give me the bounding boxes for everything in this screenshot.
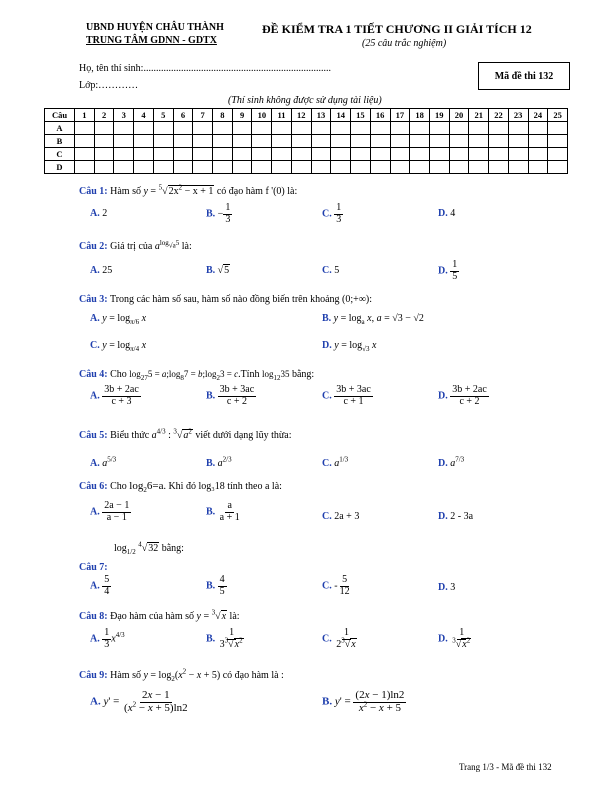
- answer-grid: [44, 108, 568, 174]
- answer-cell[interactable]: [528, 122, 548, 135]
- answer-cell[interactable]: [213, 135, 233, 148]
- q7-option-b[interactable]: B. $\frac{4}{5}$: [206, 574, 225, 597]
- answer-cell[interactable]: [252, 148, 272, 161]
- q9-option-a[interactable]: A. y' = $\frac{2x - 1}{(x^2 - x + 5)\ln 2}$: [90, 689, 188, 714]
- answer-cell[interactable]: [153, 135, 173, 148]
- answer-grid-column-header: 12: [291, 109, 311, 122]
- q5-option-c[interactable]: C. $a^{1/3}$: [322, 455, 349, 469]
- answer-cell[interactable]: [272, 148, 292, 161]
- q3-option-a[interactable]: A. $y = \log_{\pi/6} x$: [90, 313, 147, 326]
- q2-option-c[interactable]: C. 5: [322, 265, 340, 276]
- answer-cell[interactable]: [134, 135, 154, 148]
- answer-cell[interactable]: [311, 161, 331, 174]
- q4-option-c[interactable]: C. $\frac{3b + 3ac}{c + 1}$: [322, 384, 371, 407]
- org-line-2: TRUNG TÂM GDNN - GDTX: [86, 35, 217, 46]
- q1-option-c[interactable]: C. $\frac{1}{3}$: [322, 202, 342, 225]
- answer-cell[interactable]: [331, 135, 351, 148]
- answer-grid-row: [45, 148, 568, 161]
- answer-cell[interactable]: [528, 161, 548, 174]
- answer-cell[interactable]: [449, 135, 469, 148]
- answer-cell[interactable]: [548, 148, 568, 161]
- answer-cell[interactable]: [153, 161, 173, 174]
- q3-option-d[interactable]: D. $y = \log_{√3} x$: [322, 340, 377, 353]
- q3-option-c[interactable]: C. $y = \log_{\pi/4} x$: [90, 340, 147, 353]
- answer-grid-column-header: 7: [193, 109, 213, 122]
- answer-cell[interactable]: [272, 135, 292, 148]
- answer-cell[interactable]: [469, 135, 489, 148]
- answer-cell[interactable]: [508, 161, 528, 174]
- answer-cell[interactable]: [390, 161, 410, 174]
- answer-cell[interactable]: [94, 135, 114, 148]
- q8-option-a[interactable]: A. $\frac{1}{3}$ $x^{4/3}$: [90, 627, 125, 650]
- q6-option-b[interactable]: B. $\frac{a}{a + 1}$: [206, 500, 240, 523]
- answer-cell[interactable]: [232, 148, 252, 161]
- answer-cell[interactable]: [94, 161, 114, 174]
- answer-grid-column-header: 13: [311, 109, 331, 122]
- answer-cell[interactable]: [489, 122, 509, 135]
- answer-cell[interactable]: [311, 148, 331, 161]
- answer-grid-column-header: 2: [94, 109, 114, 122]
- answer-grid-column-header: 17: [390, 109, 410, 122]
- q8-option-b[interactable]: B. $\frac{1}{3^3√x^2}$: [206, 627, 243, 650]
- answer-cell[interactable]: [232, 161, 252, 174]
- student-name-label: Họ, tên thí sinh:...........................................................................: [79, 63, 331, 74]
- question-2: Câu 2: Giá trị của $a^{log_{√a}5}$ là:: [79, 238, 192, 252]
- answer-grid-column-header: 23: [508, 109, 528, 122]
- q9-option-b[interactable]: B. y' = $\frac{(2x - 1)\ln 2}{x^2 - x + 5}$: [322, 689, 405, 714]
- q6-option-d[interactable]: D. 2 - 3a: [438, 511, 474, 522]
- answer-grid-column-header: 11: [272, 109, 292, 122]
- exam-subtitle: (25 câu trắc nghiệm): [362, 38, 447, 49]
- answer-cell[interactable]: [252, 161, 272, 174]
- answer-grid-row-label: D: [45, 161, 75, 174]
- answer-cell[interactable]: [449, 122, 469, 135]
- answer-cell[interactable]: [134, 148, 154, 161]
- answer-grid-column-header: 15: [351, 109, 371, 122]
- q2-option-a[interactable]: A. 25: [90, 265, 113, 276]
- answer-grid-column-header: 25: [548, 109, 568, 122]
- formula: $a^{log_{√a}5}$: [154, 238, 180, 252]
- answer-cell[interactable]: [193, 161, 213, 174]
- answer-cell[interactable]: [528, 135, 548, 148]
- answer-cell[interactable]: [291, 161, 311, 174]
- q2-option-b[interactable]: B. √5: [206, 265, 230, 276]
- answer-grid-column-header: 22: [489, 109, 509, 122]
- answer-grid-row-label: C: [45, 148, 75, 161]
- answer-grid-column-header: 16: [370, 109, 390, 122]
- answer-cell[interactable]: [173, 122, 193, 135]
- answer-cell[interactable]: [331, 122, 351, 135]
- answer-grid-column-header: 3: [114, 109, 134, 122]
- answer-cell[interactable]: [548, 122, 568, 135]
- notice: (Thí sinh không được sử dụng tài liệu): [228, 95, 382, 106]
- answer-cell[interactable]: [429, 148, 449, 161]
- q4-option-d[interactable]: D. $\frac{3b + 2ac}{c + 2}$: [438, 384, 487, 407]
- answer-cell[interactable]: [114, 148, 134, 161]
- answer-cell[interactable]: [193, 122, 213, 135]
- question-text: Hàm số: [110, 186, 141, 197]
- answer-cell[interactable]: [370, 122, 390, 135]
- answer-grid-column-header: 4: [134, 109, 154, 122]
- answer-cell[interactable]: [75, 148, 95, 161]
- q5-option-d[interactable]: D. $a^{7/3}$: [438, 455, 465, 469]
- page-footer: Trang 1/3 - Mã đề thi 132: [459, 762, 552, 772]
- answer-cell[interactable]: [449, 161, 469, 174]
- answer-cell[interactable]: [489, 161, 509, 174]
- answer-cell[interactable]: [232, 122, 252, 135]
- answer-cell[interactable]: [528, 148, 548, 161]
- q1-option-b[interactable]: B. − $\frac{1}{3}$: [206, 202, 231, 225]
- answer-cell[interactable]: [331, 148, 351, 161]
- answer-cell[interactable]: [153, 148, 173, 161]
- answer-grid-column-header: 5: [153, 109, 173, 122]
- answer-cell[interactable]: [489, 148, 509, 161]
- q8-option-c[interactable]: C. $\frac{1}{2^3√x}$: [322, 627, 356, 650]
- question-7: Câu 7:: [79, 562, 108, 573]
- formula: $y = \log_2(x^2 - x + 5)$: [143, 667, 221, 683]
- answer-grid-column-header: 19: [429, 109, 449, 122]
- answer-cell[interactable]: [351, 135, 371, 148]
- answer-cell[interactable]: [94, 148, 114, 161]
- q8-option-d[interactable]: D. $\frac{1}{^3√x^2}$: [438, 627, 471, 650]
- answer-cell[interactable]: [173, 135, 193, 148]
- answer-cell[interactable]: [193, 135, 213, 148]
- exam-title: ĐỀ KIỂM TRA 1 TIẾT CHƯƠNG II GIẢI TÍCH 12: [262, 22, 532, 36]
- answer-cell[interactable]: [94, 122, 114, 135]
- formula: $y = ^5√2x^2 - x + 1$: [143, 183, 214, 197]
- answer-cell[interactable]: [508, 148, 528, 161]
- answer-cell[interactable]: [429, 161, 449, 174]
- answer-cell[interactable]: [311, 135, 331, 148]
- question-8: Câu 8: Đạo hàm của hàm số y = $^3$√x là:: [79, 608, 240, 622]
- answer-cell[interactable]: [232, 135, 252, 148]
- answer-cell[interactable]: [351, 148, 371, 161]
- answer-cell[interactable]: [351, 161, 371, 174]
- q1-option-d[interactable]: D. 4: [438, 208, 456, 219]
- answer-grid-column-header: 6: [173, 109, 193, 122]
- answer-grid-column-header: 14: [331, 109, 351, 122]
- question-5: Câu 5: Biểu thức $a^{4/3}$ : $^3√a^2$ viết dưới dạng lũy thừa:: [79, 427, 292, 441]
- answer-grid-column-header: 21: [469, 109, 489, 122]
- q5-option-b[interactable]: B. $a^{2/3}$: [206, 455, 232, 469]
- answer-cell[interactable]: [469, 148, 489, 161]
- question-6: Câu 6: Cho $\log_26=a$. Khi đó log₃18 tính theo a là:: [79, 480, 282, 495]
- answer-grid-header-row: [45, 109, 568, 122]
- answer-cell[interactable]: [508, 135, 528, 148]
- exam-code-box: [478, 62, 570, 90]
- answer-cell[interactable]: [390, 122, 410, 135]
- formula: $\log_26=a$: [129, 480, 164, 495]
- q6-option-a[interactable]: A. $\frac{2a - 1}{a - 1}$: [90, 500, 130, 523]
- question-label: Câu 1:: [79, 186, 108, 197]
- answer-cell[interactable]: [134, 122, 154, 135]
- answer-cell[interactable]: [252, 135, 272, 148]
- q2-option-d[interactable]: D. $\frac{1}{5}$: [438, 259, 458, 282]
- q3-option-b[interactable]: B. $y = \log_a x$, a = √3 − √2: [322, 313, 424, 326]
- answer-cell[interactable]: [213, 161, 233, 174]
- question-7-formula: $\log_{1/2} ^4√32$ bằng:: [114, 540, 184, 556]
- answer-cell[interactable]: [193, 148, 213, 161]
- answer-cell[interactable]: [272, 161, 292, 174]
- answer-cell[interactable]: [311, 122, 331, 135]
- answer-cell[interactable]: [548, 135, 568, 148]
- answer-grid-row: [45, 161, 568, 174]
- answer-grid-column-header: 9: [232, 109, 252, 122]
- answer-grid-column-header: 18: [410, 109, 430, 122]
- formula: $\log_{27}5$ = $a;\log_87$ = $b;\log_23 = c$: [129, 369, 239, 382]
- answer-cell[interactable]: [410, 135, 430, 148]
- question-text-end: có đạo hàm f '(0) là:: [216, 186, 298, 197]
- answer-cell[interactable]: [75, 135, 95, 148]
- answer-grid-row: [45, 135, 568, 148]
- answer-cell[interactable]: [410, 122, 430, 135]
- answer-cell[interactable]: [489, 135, 509, 148]
- answer-cell[interactable]: [410, 148, 430, 161]
- answer-cell[interactable]: [429, 135, 449, 148]
- answer-cell[interactable]: [173, 161, 193, 174]
- answer-cell[interactable]: [75, 122, 95, 135]
- answer-cell[interactable]: [370, 135, 390, 148]
- question-3: Câu 3: Trong các hàm số sau, hàm số nào đồng biến trên khoảng (0;+∞):: [79, 294, 373, 305]
- answer-cell[interactable]: [449, 148, 469, 161]
- answer-cell[interactable]: [370, 161, 390, 174]
- answer-cell[interactable]: [469, 122, 489, 135]
- q5-option-a[interactable]: A. $a^{5/3}$: [90, 455, 117, 469]
- answer-cell[interactable]: [75, 161, 95, 174]
- answer-cell[interactable]: [272, 122, 292, 135]
- class-label: Lớp:…………: [79, 80, 139, 91]
- answer-grid-row-label: B: [45, 135, 75, 148]
- answer-cell[interactable]: [469, 161, 489, 174]
- q7-option-a[interactable]: A. $\frac{5}{4}$: [90, 574, 110, 597]
- q6-option-c[interactable]: C. 2a + 3: [322, 511, 360, 522]
- q4-option-a[interactable]: A. $\frac{3b + 2ac}{c + 3}$: [90, 384, 139, 407]
- answer-cell[interactable]: [134, 161, 154, 174]
- answer-grid-column-header: 24: [528, 109, 548, 122]
- answer-grid-column-header: 8: [213, 109, 233, 122]
- org-line-1: UBND HUYỆN CHÂU THÀNH: [86, 22, 224, 33]
- question-4: Câu 4: Cho $\log_{27}5$ = $a;\log_87$ = $b;\log_23$ = c.Tính $\log_{12}35$ bằng:: [79, 369, 315, 382]
- question-1: [79, 183, 298, 197]
- answer-cell[interactable]: [291, 148, 311, 161]
- answer-grid-column-header: 20: [449, 109, 469, 122]
- formula: $a^{4/3}$ : $^3√a^2$: [151, 427, 192, 441]
- answer-cell[interactable]: [114, 122, 134, 135]
- answer-cell[interactable]: [351, 122, 371, 135]
- q7-option-c[interactable]: C. - $\frac{5}{12}$: [322, 574, 350, 597]
- answer-cell[interactable]: [429, 122, 449, 135]
- answer-cell[interactable]: [370, 148, 390, 161]
- q4-option-b[interactable]: B. $\frac{3b + 3ac}{c + 2}$: [206, 384, 255, 407]
- answer-cell[interactable]: [114, 161, 134, 174]
- answer-cell[interactable]: [153, 122, 173, 135]
- answer-cell[interactable]: [331, 161, 351, 174]
- answer-cell[interactable]: [390, 135, 410, 148]
- answer-grid-corner: Câu: [45, 109, 75, 122]
- q7-option-d[interactable]: D. 3: [438, 582, 456, 593]
- q1-option-a[interactable]: A. 2: [90, 208, 108, 219]
- answer-grid-row: [45, 122, 568, 135]
- answer-cell[interactable]: [114, 135, 134, 148]
- answer-cell[interactable]: [173, 148, 193, 161]
- answer-cell[interactable]: [291, 135, 311, 148]
- answer-grid-column-header: 1: [75, 109, 95, 122]
- answer-cell[interactable]: [213, 148, 233, 161]
- answer-cell[interactable]: [291, 122, 311, 135]
- answer-cell[interactable]: [390, 148, 410, 161]
- exam-code-text: Mã đề thi 132: [494, 70, 554, 82]
- formula: $\log_{1/2} ^4√32$: [114, 540, 159, 556]
- answer-cell[interactable]: [508, 122, 528, 135]
- answer-cell[interactable]: [252, 122, 272, 135]
- answer-cell[interactable]: [410, 161, 430, 174]
- answer-cell[interactable]: [213, 122, 233, 135]
- answer-grid-column-header: 10: [252, 109, 272, 122]
- answer-cell[interactable]: [548, 161, 568, 174]
- formula: y = $^3$√x: [196, 608, 227, 622]
- answer-grid-row-label: A: [45, 122, 75, 135]
- question-9: Câu 9: Hàm số $y = \log_2(x^2 - x + 5)$ có đạo hàm là :: [79, 667, 284, 683]
